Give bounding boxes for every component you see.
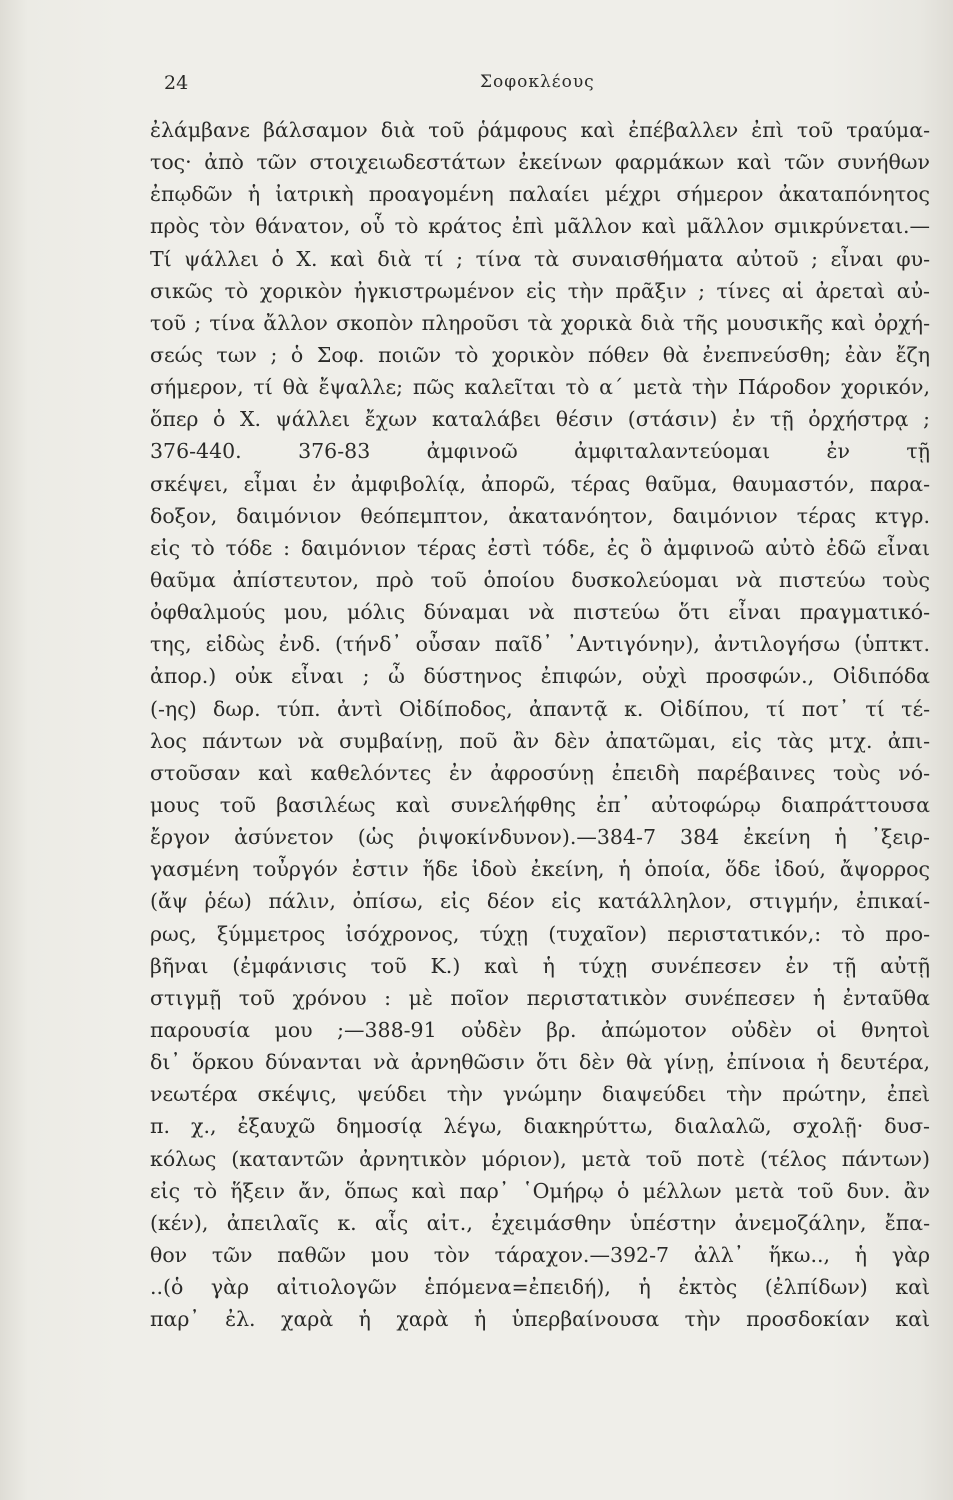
text-line: (κέν), ἀπειλαῖς κ. αἷς αἰτ., ἐχειμάσθην ὑπέστην ἀνεμοζάλην, ἔπα- <box>150 1210 930 1235</box>
text-line: ..(ὁ γὰρ αἰτιολογῶν ἑπόμενα=ἐπειδή), ἡ ἐκτὸς (ἐλπίδων) καὶ <box>150 1275 930 1300</box>
text-line: σικῶς τὸ χορικὸν ἠγκιστρωμένον εἰς τὴν πρᾶξιν ; τίνες αἱ ἀρεταὶ αὐ- <box>150 278 930 303</box>
text-line: ἐπῳδῶν ἡ ἰατρικὴ προαγομένη παλαίει μέχρι σήμερον ἀκαταπόνητος <box>150 182 930 207</box>
text-line: στοῦσαν καὶ καθελόντες ἐν ἀφροσύνῃ ἐπειδὴ παρέβαινες τοὺς νό- <box>150 760 930 785</box>
text-line: παρουσία μου ;—388-91 οὐδὲν βρ. ἀπώμοτον οὐδὲν οἱ θνητοὶ <box>150 1017 930 1042</box>
running-title: Σοφοκλέους <box>480 72 595 92</box>
text-line: ἔργον ἀσύνετον (ὡς ῥιψοκίνδυνον).—384-7 384 ἐκείνη ἡ ᾿ξειρ- <box>150 825 930 850</box>
text-line: τος· ἀπὸ τῶν στοιχειωδεστάτων ἐκείνων φαρμάκων καὶ τῶν συνήθων <box>150 150 930 175</box>
text-line: τοῦ ; τίνα ἄλλον σκοπὸν πληροῦσι τὰ χορικὰ διὰ τῆς μουσικῆς καὶ ὀρχή- <box>150 310 930 335</box>
text-line: δοξον, δαιμόνιον θεόπεμπτον, ἀκατανόητον, δαιμόνιον τέρας κτγρ. <box>150 503 930 528</box>
text-line: ρως, ξύμμετρος ἰσόχρονος, τύχῃ (τυχαῖον) περιστατικόν,: τὸ προ- <box>150 921 930 946</box>
text-line: της, εἰδὼς ἐνδ. (τήνδ᾽ οὖσαν παῖδ᾽ ᾿Αντιγόνην), ἀντιλογήσω (ὑπτκτ. <box>150 632 930 657</box>
text-line: π. χ., ἐξαυχῶ δημοσίᾳ λέγω, διακηρύττω, διαλαλῶ, σχολῇ· δυσ- <box>150 1114 930 1139</box>
text-line: λος πάντων νὰ συμβαίνῃ, ποῦ ἂν δὲν ἀπατῶμαι, εἰς τὰς μτχ. ἀπι- <box>150 728 930 753</box>
text-line: (ἄψ ῥέω) πάλιν, ὀπίσω, εἰς δέον εἰς κατάλληλον, στιγμήν, ἐπικαί- <box>150 889 930 914</box>
text-line: 376-440. 376-83 ἀμφινοῶ ἀμφιταλαντεύομαι ἐν τῇ <box>150 439 930 464</box>
text-line: ἀπορ.) οὐκ εἶναι ; ὦ δύστηνος ἐπιφών, οὐχὶ προσφών., Οἰδιπόδα <box>150 664 930 689</box>
text-line: (-ης) δωρ. τύπ. ἀντὶ Οἰδίποδος, ἀπαντᾷ κ. Οἰδίπου, τί ποτ᾽ τί τέ- <box>150 696 930 721</box>
text-line: σεώς των ; ὁ Σοφ. ποιῶν τὸ χορικὸν πόθεν θὰ ἐνεπνεύσθη; ἐὰν ἔζη <box>150 342 930 367</box>
text-line: θαῦμα ἀπίστευτον, πρὸ τοῦ ὁποίου δυσκολεύομαι νὰ πιστεύω τοὺς <box>150 567 930 592</box>
text-line: μους τοῦ βασιλέως καὶ συνελήφθης ἐπ᾽ αὐτοφώρῳ διαπράττουσα <box>150 792 930 817</box>
text-line: γασμένη τοὖργόν ἐστιν ἥδε ἰδοὺ ἐκείνη, ἡ ὁποία, ὅδε ἰδού, ἄψορρος <box>150 857 930 882</box>
text-line: κόλως (καταντῶν ἀρνητικὸν μόριον), μετὰ τοῦ ποτὲ (τέλος πάντων) <box>150 1146 930 1171</box>
text-line: Τί ψάλλει ὁ Χ. καὶ διὰ τί ; τίνα τὰ συναισθήματα αὐτοῦ ; εἶναι φυ- <box>150 246 930 271</box>
text-line: εἰς τὸ τόδε : δαιμόνιον τέρας ἐστὶ τόδε, ἐς ὃ ἀμφινοῶ αὐτὸ ἐδῶ εἶναι <box>150 535 930 560</box>
text-line: εἰς τὸ ἥξειν ἄν, ὅπως καὶ παρ᾽ ῾Ομήρῳ ὁ μέλλων μετὰ τοῦ δυν. ἂν <box>150 1178 930 1203</box>
text-line: σκέψει, εἶμαι ἐν ἀμφιβολίᾳ, ἀπορῶ, τέρας θαῦμα, θαυμαστόν, παρα- <box>150 471 930 496</box>
page-number: 24 <box>164 72 189 94</box>
text-line: παρ᾽ ἐλ. χαρὰ ἡ χαρὰ ἡ ὑπερβαίνουσα τὴν προσδοκίαν καὶ <box>150 1307 930 1332</box>
text-line: ἐλάμβανε βάλσαμον διὰ τοῦ ῥάμφους καὶ ἐπέβαλλεν ἐπὶ τοῦ τραύμα- <box>150 118 930 142</box>
text-line: νεωτέρα σκέψις, ψεύδει τὴν γνώμην διαψεύδει τὴν πρώτην, ἐπεὶ <box>150 1082 930 1107</box>
page-header <box>150 72 930 102</box>
text-line: πρὸς τὸν θάνατον, οὗ τὸ κράτος ἐπὶ μᾶλλον καὶ μᾶλλον σμικρύνεται.— <box>150 214 930 239</box>
text-line: δι᾽ ὅρκου δύνανται νὰ ἀρνηθῶσιν ὅτι δὲν θὰ γίνῃ, ἐπίνοια ἡ δευτέρα, <box>150 1050 930 1075</box>
text-line: ὅπερ ὁ Χ. ψάλλει ἔχων καταλάβει θέσιν (στάσιν) ἐν τῇ ὀρχήστρᾳ ; <box>150 407 930 432</box>
text-line: σήμερον, τί θὰ ἔψαλλε; πῶς καλεῖται τὸ α΄ μετὰ τὴν Πάροδον χορικόν, <box>150 375 930 400</box>
text-line: ὀφθαλμούς μου, μόλις δύναμαι νὰ πιστεύω ὅτι εἶναι πραγματικό- <box>150 600 930 625</box>
text-line: βῆναι (ἐμφάνισις τοῦ Κ.) καὶ ἡ τύχῃ συνέπεσεν ἐν τῇ αὐτῇ <box>150 953 930 978</box>
commentary-text <box>150 114 930 1335</box>
text-line: θον τῶν παθῶν μου τὸν τάραχον.—392-7 ἀλλ᾽ ἥκω.., ἡ γὰρ <box>150 1242 930 1267</box>
text-line: στιγμῇ τοῦ χρόνου : μὲ ποῖον περιστατικὸν συνέπεσεν ἡ ἐνταῦθα <box>150 985 930 1010</box>
